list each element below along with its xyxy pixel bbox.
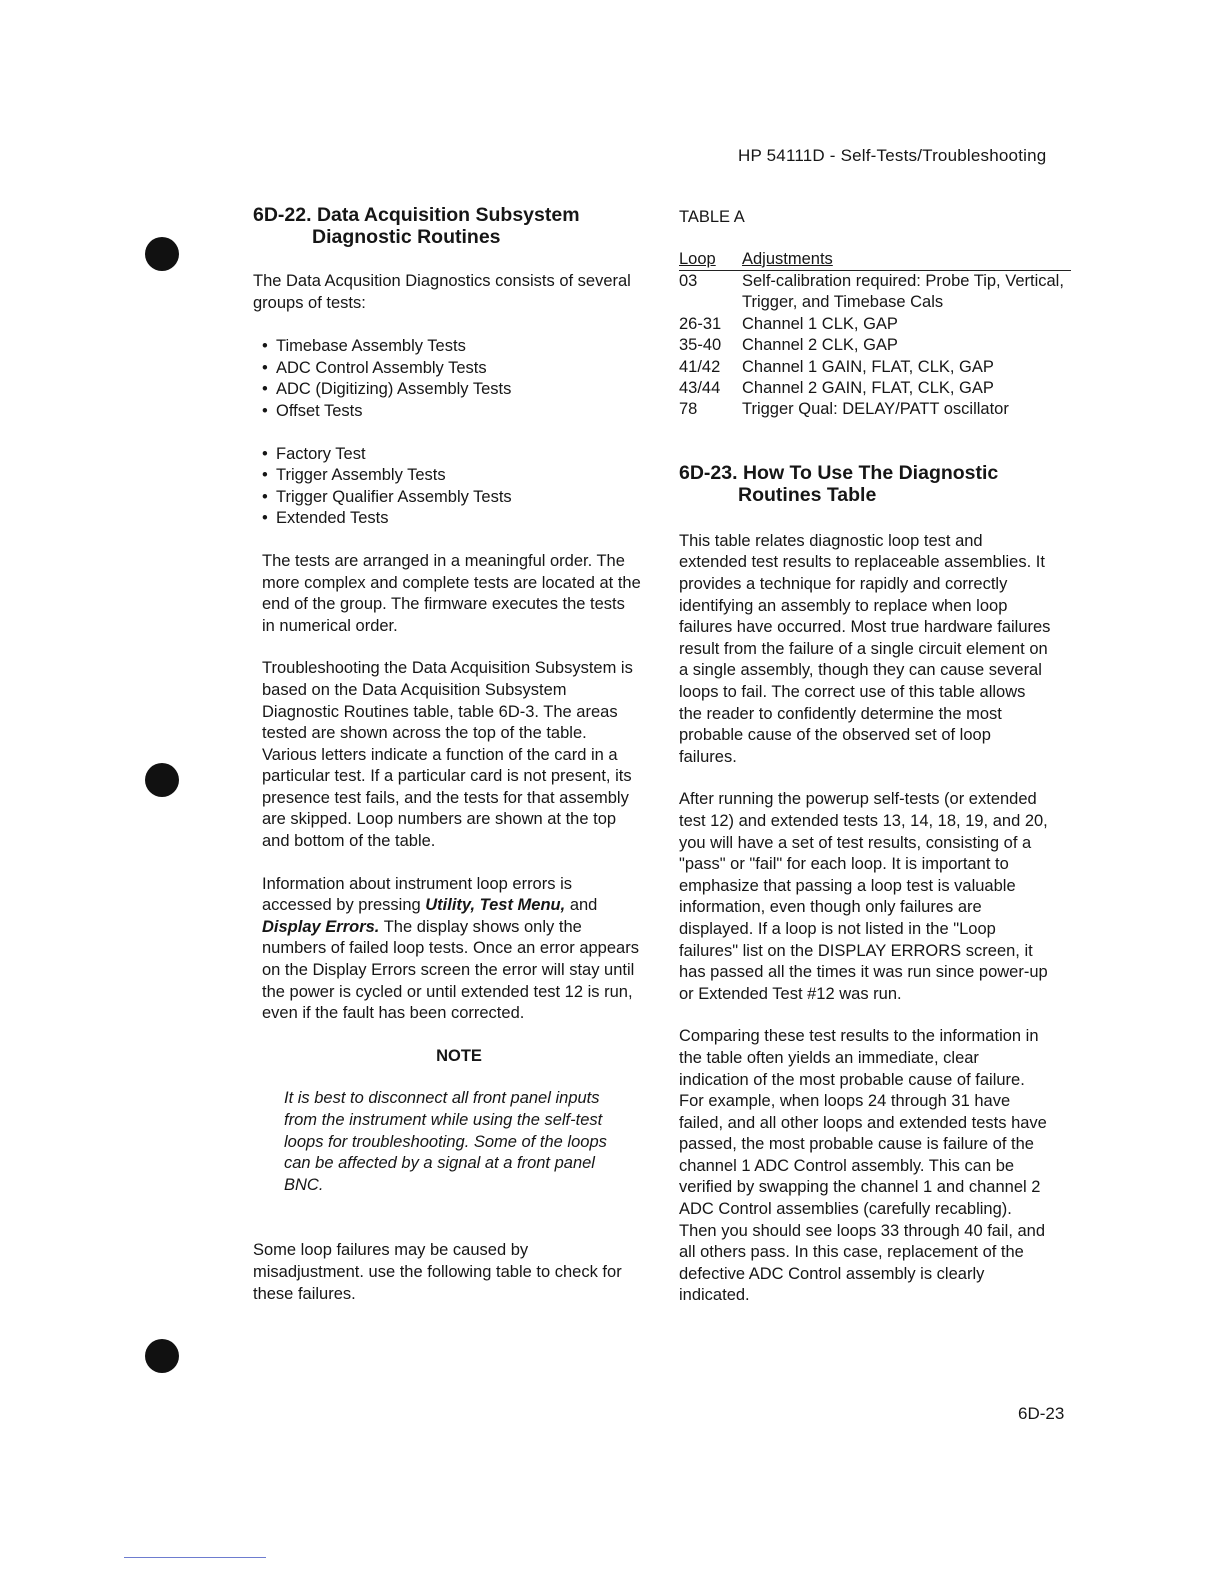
table-row: 03 Self-calibration required: Probe Tip, Vertical, Trigger, and Timebase Cals [679, 272, 1064, 312]
list-item: • Timebase Assembly Tests [262, 337, 466, 356]
how-to-use-paragraph-3: Comparing these test results to the information in the table often yields an immediate, clear indication of the most probable cause of failure. For example, when loops 24 through 31 have failed, and all other loops and extended tests have passed, the most probable cause is failure of the channel 1 ADC Control assembly. This can be verified by swapping the channel 1 and channel 2 ADC Control assemblies (carefully recabling). Then you should see loops 33 through 40 fail, and all others pass. In this case, replacement of the defective ADC Control assembly is clearly indicated. [679, 1027, 1047, 1305]
table-row: 41/42 Channel 1 GAIN, FLAT, CLK, GAP [679, 357, 994, 376]
column-header-adjustments: Adjustments [742, 249, 833, 268]
list-item: • Offset Tests [262, 401, 363, 420]
binder-hole-middle [145, 763, 179, 797]
left-column [253, 204, 653, 1305]
note-body: It is best to disconnect all front panel inputs from the instrument while using the self-test loops for troubleshooting. Some of the loops can be affected by a signal at a front panel BNC. [284, 1089, 607, 1194]
binder-hole-bottom [145, 1339, 179, 1373]
adjustments-table [679, 249, 1071, 421]
table-header-row [679, 249, 1071, 271]
table-row: 35-40 Channel 2 CLK, GAP [679, 336, 898, 355]
section-22-title-line2: Diagnostic Routines [312, 226, 501, 248]
list-item: • ADC Control Assembly Tests [262, 358, 487, 377]
troubleshooting-paragraph: Troubleshooting the Data Acquisition Subsystem is based on the Data Acquisition Subsystem Diagnostic Routines table, table 6D-3. The areas tested are shown across the top of the table. Various letters indicate a function of the card in a particular test. If a particular card is not present, its presence test fails, and the tests for that assembly are skipped. Loop numbers are shown at the top and bottom of the table. [262, 659, 633, 851]
how-to-use-paragraph-2: After running the powerup self-tests (or extended test 12) and extended tests 13, 14, 18, 19, and 20, you will have a set of test results, consisting of a "pass" or "fail" for each loop. It is important to emphasize that passing a loop test is valuable information, even though only failures are displayed. If a loop is not listed in the "Loop failures" list on the DISPLAY ERRORS screen, it has passed all the times it was run since power-up or Extended Test #12 was run. [679, 790, 1048, 1003]
table-row: 78 Trigger Qual: DELAY/PATT oscillator [679, 400, 1009, 419]
section-22-heading [253, 204, 653, 248]
section-23-title-line1: How To Use The Diagnostic [742, 461, 999, 484]
intro-paragraph: The Data Acqusition Diagnostics consists of several groups of tests: [253, 272, 631, 312]
test-group-list-1 [253, 336, 653, 422]
list-item: • Extended Tests [262, 509, 389, 528]
binder-hole-top [145, 237, 179, 271]
section-22-number: 6D-22. [253, 204, 312, 226]
section-23-heading [679, 462, 1079, 506]
list-item: • Factory Test [262, 444, 366, 463]
list-item: • Trigger Assembly Tests [262, 466, 446, 485]
column-header-loop: Loop [679, 249, 716, 268]
running-header: HP 54111D - Self-Tests/Troubleshooting [738, 146, 1047, 165]
key-utility-test-menu: Utility, Test Menu, [425, 896, 566, 915]
list-item: • Trigger Qualifier Assembly Tests [262, 487, 512, 506]
note-title: NOTE [436, 1046, 482, 1065]
list-item: • ADC (Digitizing) Assembly Tests [262, 380, 512, 399]
table-row: 26-31 Channel 1 CLK, GAP [679, 314, 898, 333]
section-23-number: 6D-23. [679, 461, 738, 484]
page-number: 6D-23 [1018, 1404, 1065, 1423]
section-23-title-line2: Routines Table [738, 483, 877, 506]
how-to-use-paragraph-1: This table relates diagnostic loop test and extended test results to replaceable assemblies. It provides a technique for rapidly and correctly identifying an assembly to replace when loop failures have occurred. Most true hardware failures result from the failure of a single circuit element on a single assembly, though they can cause several loops to fail. The correct use of this table allows the reader to confidently determine the most probable cause of the observed set of loop failures. [679, 531, 1051, 766]
table-a-title: TABLE A [679, 208, 745, 226]
right-column [679, 207, 1079, 1307]
loop-errors-paragraph: Information about instrument loop errors is accessed by pressing Utility, Test Menu, and Display Errors. The display shows only the numbers of failed loop tests. Once an error appears on the Display Errors screen the error will stay until the power is cycled or until extended test 12 is run, even if the fault has been corrected. [262, 874, 639, 1023]
table-row: 43/44 Channel 2 GAIN, FLAT, CLK, GAP [679, 379, 994, 398]
footer-rule [124, 1557, 266, 1558]
order-paragraph: The tests are arranged in a meaningful order. The more complex and complete tests are located at the end of the group. The firmware executes the tests in numerical order. [262, 551, 641, 635]
key-display-errors: Display Errors. [262, 917, 380, 936]
section-22-title-line1: Data Acquisition Subsystem [316, 204, 580, 226]
misadjustment-paragraph: Some loop failures may be caused by misadjustment. use the following table to check for these failures. [253, 1241, 622, 1303]
test-group-list-2 [253, 444, 653, 530]
